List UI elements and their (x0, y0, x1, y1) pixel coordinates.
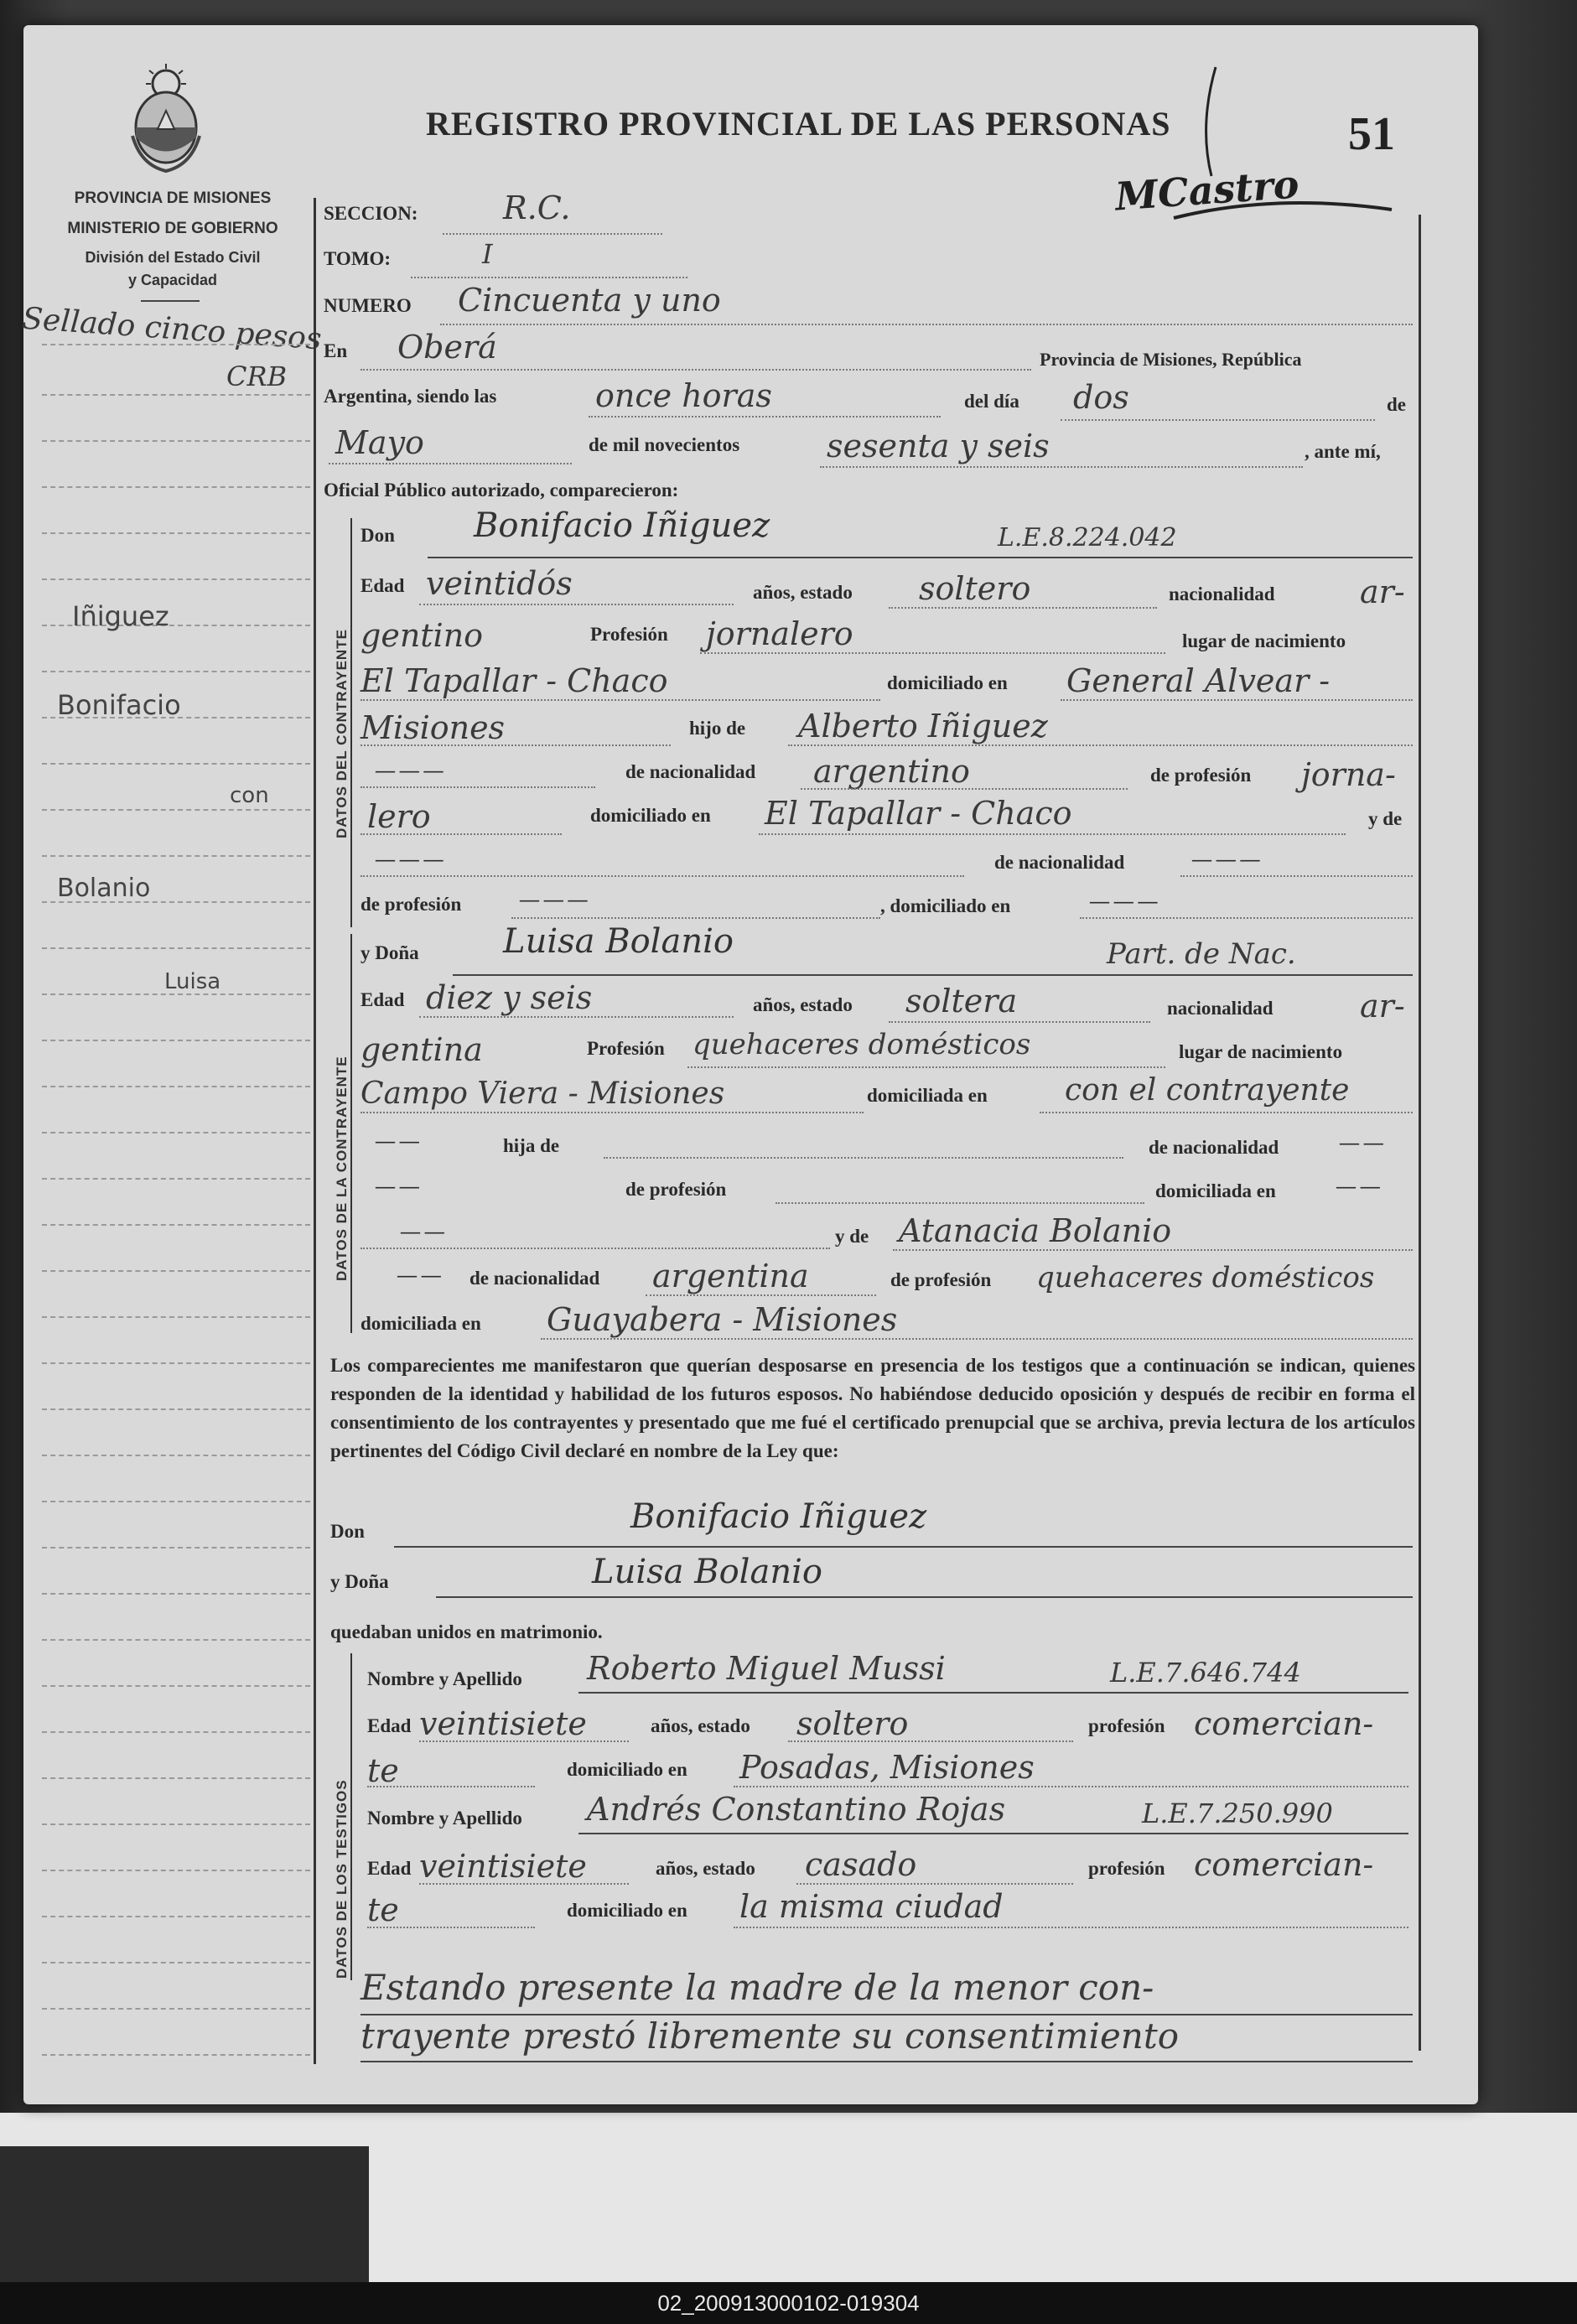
t1-edad-label: Edad (367, 1715, 412, 1736)
signature-flourish (1107, 59, 1408, 226)
edad-2-label: Edad (361, 989, 405, 1010)
stamp-note: Sellado cinco pesos (21, 301, 323, 357)
madre-dom-line (1080, 917, 1413, 919)
contrayenta-edad: diez y seis (426, 979, 593, 1016)
padre-dom-line (759, 833, 1346, 835)
nacionalidad-2-label: nacionalidad (1167, 998, 1274, 1019)
t1-nombre: Roberto Miguel Mussi (587, 1650, 946, 1687)
en-line (361, 369, 1031, 371)
margin-rule (42, 1040, 310, 1041)
t2-nombre: Andrés Constantino Rojas (587, 1791, 1006, 1828)
dash-line (361, 786, 595, 788)
coat-of-arms-icon (124, 60, 208, 178)
page-number: 51 (1348, 108, 1395, 160)
numero-label: NUMERO (324, 295, 412, 316)
madre-nac-2-line (646, 1294, 876, 1296)
margin-rule (42, 578, 310, 580)
note-line-2: trayente prestó libremente su consentimiento (361, 2015, 1180, 2057)
de-prof-2-label: de profesión (625, 1179, 727, 1200)
provincia-label: Provincia de Misiones, República (1040, 349, 1302, 370)
margin-initials: CRB (226, 361, 288, 392)
t1-estado: soltero (796, 1705, 909, 1742)
margin-rule (42, 1455, 310, 1456)
margin-rule (42, 440, 310, 442)
margin-rule (42, 2008, 310, 2010)
dia-value: dos (1073, 379, 1129, 416)
padre-domicilio: El Tapallar - Chaco (765, 795, 1072, 832)
margin-rule (42, 1916, 310, 1917)
seccion-value: R.C. (503, 189, 571, 226)
y-de-2-label: y de (835, 1226, 869, 1247)
anio-label: de mil novecientos (589, 434, 740, 455)
t1-dom-line (734, 1786, 1408, 1787)
margin-rule (42, 1270, 310, 1272)
contrayenta-lugar: Campo Viera - Misiones (361, 1076, 725, 1111)
t1-nombre-label: Nombre y Apellido (367, 1668, 522, 1689)
t2-anios-label: años, estado (656, 1858, 755, 1879)
de-label: de (1387, 394, 1406, 415)
de-prof-2-line (776, 1202, 1144, 1204)
decl-dona-label: y Doña (330, 1571, 389, 1592)
mes-line (329, 463, 572, 464)
margin-rule (42, 1362, 310, 1364)
margin-rule (42, 1962, 310, 1963)
margin-rule (42, 1823, 310, 1825)
margin-rule (42, 394, 310, 396)
t2-dom-label: domiciliado en (567, 1900, 687, 1921)
margin-rule (42, 1132, 310, 1133)
institution-line-3: División del Estado Civil (85, 249, 261, 266)
contrayente-side-label: DATOS DEL CONTRAYENTE (334, 629, 350, 838)
note-line-2-rule (361, 2061, 1413, 2062)
de-nacionalidad-label: de nacionalidad (994, 852, 1125, 873)
margin-rule (42, 1870, 310, 1871)
contrayente-doc: L.E.8.224.042 (998, 523, 1177, 552)
t1-edad-line (419, 1740, 629, 1742)
institution-line-1: PROVINCIA DE MISIONES (74, 189, 272, 207)
horas-line (589, 416, 941, 418)
lugar-line (361, 699, 880, 701)
domicilio-2-line (1040, 1112, 1413, 1113)
profesion-line (700, 652, 1165, 654)
padre-profesion-b: lero (367, 798, 431, 835)
de-nac-label: de nacionalidad (625, 761, 756, 782)
margin-rule (42, 532, 310, 534)
margin-rule (42, 947, 310, 949)
margin-rule (42, 1777, 310, 1779)
t1-anios-label: años, estado (651, 1715, 750, 1736)
madre-prof-dash: — — — (520, 889, 588, 910)
contrayente-nacionalidad-b: gentino (361, 617, 484, 654)
margin-rule (42, 1224, 310, 1226)
t2-prof-label: profesión (1088, 1858, 1165, 1879)
anios-estado-2-label: años, estado (753, 994, 853, 1015)
testigos-side-label: DATOS DE LOS TESTIGOS (334, 1779, 350, 1979)
padre-nac-line (801, 788, 1128, 790)
profesion-label: Profesión (590, 624, 668, 645)
estado-2-line (889, 1021, 1150, 1023)
t2-prof-b: te (367, 1891, 399, 1928)
margin-rule (42, 1593, 310, 1595)
estado-line (889, 607, 1157, 609)
right-border (1419, 215, 1421, 2051)
contrayente-estado: soltero (919, 570, 1031, 607)
contrayenta-nota: Part. de Nac. (1107, 937, 1296, 971)
contrayenta-profesion: quehaceres domésticos (693, 1028, 1031, 1061)
comma-dom-label: , domiciliado en (880, 895, 1011, 916)
t2-edad-label: Edad (367, 1858, 412, 1879)
margin-rule (42, 671, 310, 672)
numero-value: Cincuenta y uno (458, 282, 721, 319)
ante-label: , ante mí, (1305, 441, 1381, 462)
contrayente-profesion: jornalero (706, 615, 853, 652)
del-dia-label: del día (964, 391, 1019, 412)
institution-line-2: MINISTERIO DE GOBIERNO (67, 220, 278, 237)
t2-nombre-label: Nombre y Apellido (367, 1808, 522, 1829)
decl-dona-line (436, 1596, 1413, 1598)
anios-estado-label: años, estado (753, 582, 853, 603)
mes-value: Mayo (335, 424, 424, 461)
madre-nac-dash: — — — (1192, 848, 1260, 869)
t1-dom-label: domiciliado en (567, 1759, 687, 1780)
dona-label: y Doña (361, 942, 419, 963)
lugar-2-label: lugar de nacimiento (1179, 1041, 1343, 1062)
t1-domicilio: Posadas, Misiones (739, 1749, 1035, 1786)
dona-line (453, 974, 1413, 976)
tomo-line (411, 277, 687, 278)
domiciliada-label: domiciliada en (867, 1085, 988, 1106)
decl-don-label: Don (330, 1521, 365, 1542)
t1-prof-b-line (367, 1786, 535, 1787)
dom-2-dash: — — (1336, 1175, 1380, 1196)
contrayenta-bracket (350, 934, 352, 1333)
de-prof-label: de profesión (1150, 765, 1252, 786)
prof-2-dash: — — (376, 1175, 419, 1196)
t1-edad: veintisiete (419, 1705, 587, 1742)
testigos-bracket (350, 1653, 352, 1980)
tomo-label: TOMO: (324, 248, 392, 269)
decl-don: Bonifacio Iñiguez (630, 1497, 927, 1536)
note-line-1: Estando presente la madre de la menor con- (361, 1967, 1154, 2008)
margin-firstname: Bonifacio (57, 689, 181, 721)
t2-domicilio: la misma ciudad (739, 1888, 1004, 1925)
t2-prof-b-line (367, 1927, 535, 1928)
domiciliada-en-label: domiciliada en (1155, 1180, 1276, 1201)
edad-line (419, 604, 734, 605)
contrayenta-side-label: DATOS DE LA CONTRAYENTE (334, 1056, 350, 1281)
padre-nacionalidad: argentino (813, 753, 970, 790)
t1-doc: L.E.7.646.744 (1110, 1657, 1301, 1689)
t2-nombre-line (578, 1833, 1408, 1834)
domicilio-b-line (361, 744, 671, 746)
margin-rule (42, 1501, 310, 1502)
argentina-label: Argentina, siendo las (324, 386, 497, 407)
hijo-label: hijo de (689, 718, 746, 739)
margin-rule (42, 1178, 310, 1180)
en-label: En (324, 340, 348, 361)
profesion-2-line (687, 1066, 1165, 1068)
margin-surname: Iñiguez (72, 600, 169, 632)
padre-prof-b-line (361, 833, 562, 835)
numero-line (440, 324, 1413, 325)
de-profesion-label: de profesión (361, 894, 462, 915)
madre-dom-dash: — — — (1090, 890, 1158, 911)
t2-dom-line (734, 1927, 1408, 1928)
margin-rule (42, 763, 310, 765)
t1-estado-line (788, 1740, 1073, 1742)
hija-label: hija de (503, 1135, 560, 1156)
t1-prof-a: comercian- (1194, 1705, 1374, 1742)
margin-rule (42, 1639, 310, 1641)
seccion-label: SECCION: (324, 203, 418, 224)
oficial-label: Oficial Público autorizado, comparecieron: (324, 480, 679, 501)
yde-2-line (361, 1248, 830, 1249)
nacionalidad-label: nacionalidad (1169, 584, 1275, 604)
margin-con: con (230, 783, 269, 808)
contrayenta-madre: Atanacia Bolanio (899, 1212, 1172, 1249)
margin-rule (42, 1316, 310, 1318)
domiciliado-label: domiciliado en (887, 672, 1008, 693)
madre-line (361, 875, 964, 877)
t2-estado: casado (805, 1846, 917, 1883)
dia-line (1061, 419, 1375, 421)
scan-id-footer: 02_200913000102-019304 (0, 2282, 1577, 2324)
decl-dona: Luisa Bolanio (592, 1553, 822, 1591)
decl-don-line (394, 1546, 1413, 1548)
institution-line-4: y Capacidad (127, 272, 218, 288)
don-label: Don (361, 525, 395, 546)
madre-dash: — — — (376, 848, 444, 869)
margin-rule (42, 1408, 310, 1410)
profesion-2-label: Profesión (587, 1038, 665, 1059)
institution-divider (141, 300, 200, 302)
padre-profesion-a: jorna- (1301, 756, 1396, 793)
madre-dom-label: domiciliada en (361, 1313, 481, 1334)
domicilio-line (1061, 699, 1413, 701)
en-value: Oberá (397, 329, 497, 366)
margin-rule (42, 486, 310, 488)
margin-firstname-2: Luisa (164, 969, 221, 994)
horas-value: once horas (595, 377, 772, 414)
edad-2-line (419, 1016, 734, 1018)
t2-edad: veintisiete (419, 1848, 587, 1885)
contrayenta-estado: soltera (905, 983, 1018, 1019)
contrayente-bracket (350, 518, 352, 927)
madre-nac-label: de nacionalidad (469, 1268, 600, 1289)
contrayente-domicilio-a: General Alvear - (1066, 662, 1331, 699)
madre-nacionalidad: argentina (652, 1258, 809, 1294)
contrayente-padre: Alberto Iñiguez (798, 708, 1048, 744)
contrayente-edad: veintidós (426, 565, 573, 602)
t2-estado-line (796, 1883, 1073, 1885)
madre-prof-label: de profesión (890, 1269, 992, 1290)
de-nac-2-label: de nacionalidad (1149, 1137, 1279, 1158)
margin-rule (42, 1685, 310, 1687)
contrayente-nombre: Bonifacio Iñiguez (474, 506, 770, 545)
hija-line (604, 1157, 1123, 1159)
padre-dash: — — — (376, 760, 444, 781)
yde-2-dash: — — (401, 1221, 444, 1242)
madre-prof-line (511, 917, 880, 919)
unidos-label: quedaban unidos en matrimonio. (330, 1621, 603, 1642)
don-line (428, 557, 1413, 558)
madre-profesion: quehaceres domésticos (1036, 1261, 1375, 1294)
madre-dash-2: — — (397, 1264, 441, 1285)
seccion-line (443, 233, 662, 235)
t1-prof-label: profesión (1088, 1715, 1165, 1736)
lugar-2-line (361, 1112, 864, 1113)
contrayenta-nacionalidad-b: gentina (361, 1031, 483, 1068)
hija-dash: — — (376, 1130, 419, 1151)
margin-rule (42, 344, 310, 345)
padre-line (788, 744, 1413, 746)
contrayenta-nacionalidad-a: ar- (1360, 988, 1405, 1025)
declaration-text: Los comparecientes me manifestaron que querían desposarse en presencia de los testigos que a continuación se indican, quienes responden de la identidad y habilidad de los futuros esposos. No habiéndose deducido oposición y después de recibir en forma el consentimiento de los contrayentes y presentado que me fué el certificado prenupcial que se archiva, previa lectura de los artículos pertinentes del Código Civil declaré en nombre de la Ley que: (330, 1355, 1415, 1461)
margin-rule (42, 2054, 310, 2056)
contrayenta-nombre: Luisa Bolanio (503, 922, 734, 961)
madre-domicilio: Guayabera - Misiones (547, 1301, 898, 1338)
margin-rule (42, 1731, 310, 1733)
margin-divider (314, 198, 316, 2064)
contrayente-lugar: El Tapallar - Chaco (361, 662, 668, 699)
margin-rule (42, 1086, 310, 1087)
t2-doc: L.E.7.250.990 (1142, 1797, 1333, 1829)
page-title: REGISTRO PROVINCIAL DE LAS PERSONAS (426, 105, 1171, 143)
anio-line (820, 466, 1303, 468)
madre-dom-2-line (541, 1338, 1413, 1340)
t1-nombre-line (578, 1692, 1408, 1694)
madre-2-line (893, 1249, 1413, 1251)
t2-prof-a: comercian- (1194, 1846, 1374, 1883)
y-de-label: y de (1368, 808, 1403, 829)
anio-value: sesenta y seis (827, 428, 1050, 464)
official-signature: MCastro (1113, 161, 1301, 220)
t2-edad-line (419, 1883, 629, 1885)
t1-prof-b: te (367, 1752, 399, 1789)
contrayenta-domicilio: con el contrayente (1065, 1073, 1350, 1108)
tomo-value: I (482, 238, 493, 270)
lugar-label: lugar de nacimiento (1182, 630, 1346, 651)
margin-rule (42, 809, 310, 811)
madre-nac-line (1180, 875, 1413, 877)
contrayente-nacionalidad-a: ar- (1360, 573, 1405, 610)
contrayente-domicilio-b: Misiones (361, 709, 506, 746)
margin-rule (42, 855, 310, 857)
edad-label: Edad (361, 575, 405, 596)
margin-surname-2: Bolanio (57, 874, 151, 903)
margin-rule (42, 1547, 310, 1548)
nac-2-dash: — — (1340, 1132, 1383, 1153)
dom-en-label: domiciliado en (590, 805, 711, 826)
